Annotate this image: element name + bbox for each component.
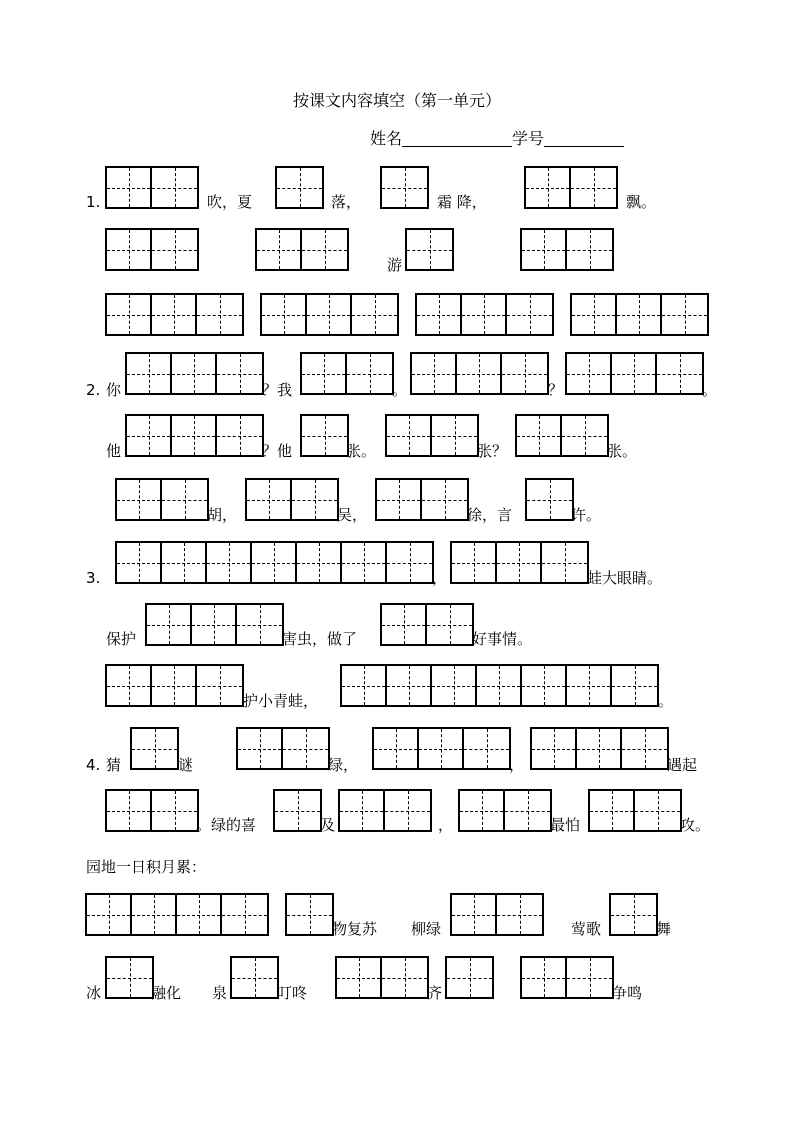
- answer-box[interactable]: [372, 727, 511, 770]
- answer-box[interactable]: [300, 414, 349, 457]
- q4-text-8: ，: [438, 816, 454, 834]
- name-input-line[interactable]: [402, 132, 512, 147]
- q3-text-6: 护小青蛙，: [243, 692, 319, 710]
- answer-box[interactable]: [105, 228, 199, 271]
- answer-box[interactable]: [609, 893, 658, 936]
- q2-text-13: 徐，言: [467, 506, 513, 524]
- q4-text-10: 攻。: [680, 816, 711, 834]
- q4-text-9: 最怕: [550, 816, 581, 834]
- q3-text-3: 保护: [106, 630, 137, 648]
- answer-box[interactable]: [520, 228, 614, 271]
- answer-box[interactable]: [285, 893, 334, 936]
- q4-text-5: 遇起: [667, 756, 698, 774]
- garden-heading: 园地一日积月累：: [86, 858, 207, 876]
- q2-text-6: 他: [106, 442, 122, 460]
- q1-text-2: 落，: [331, 193, 362, 211]
- q2-text-4: ？: [548, 381, 564, 399]
- q2-text-5: 。: [702, 381, 718, 399]
- q3-text-5: 好事情。: [472, 630, 533, 648]
- garden-text-10: 争鸣: [612, 984, 643, 1002]
- garden-text-5: 冰: [86, 984, 102, 1002]
- q1-number: 1.: [86, 193, 101, 211]
- answer-box[interactable]: [405, 228, 454, 271]
- answer-box[interactable]: [375, 478, 469, 521]
- answer-box[interactable]: [260, 293, 399, 336]
- answer-box[interactable]: [445, 956, 494, 999]
- garden-text-2: 柳绿: [411, 920, 442, 938]
- answer-box[interactable]: [338, 789, 432, 832]
- garden-text-4: 舞: [656, 920, 672, 938]
- answer-box[interactable]: [275, 166, 324, 209]
- q3-text-2: 蛙大眼睛。: [587, 569, 663, 587]
- answer-box[interactable]: [340, 664, 659, 707]
- q2-text-3: 。: [392, 381, 408, 399]
- answer-box[interactable]: [105, 789, 199, 832]
- q1-text-4: 飘。: [626, 193, 657, 211]
- answer-box[interactable]: [515, 414, 609, 457]
- q4-text-1: 猜: [106, 756, 122, 774]
- q3-text-1: ，: [432, 569, 448, 587]
- id-label: 学号: [512, 129, 545, 148]
- answer-box[interactable]: [255, 228, 349, 271]
- q1-text-1: 吹，夏: [207, 193, 253, 211]
- answer-box[interactable]: [530, 727, 669, 770]
- q2-number: 2.: [86, 381, 101, 399]
- answer-box[interactable]: [145, 603, 284, 646]
- q3-number: 3.: [86, 569, 101, 587]
- id-input-line[interactable]: [544, 132, 624, 147]
- q1-text-3: 霜 降，: [437, 193, 487, 211]
- answer-box[interactable]: [524, 166, 618, 209]
- q2-text-9: 张？: [477, 442, 508, 460]
- answer-box[interactable]: [385, 414, 479, 457]
- answer-box[interactable]: [458, 789, 552, 832]
- answer-box[interactable]: [450, 541, 589, 584]
- answer-box[interactable]: [570, 293, 709, 336]
- q2-text-1: 你: [106, 381, 122, 399]
- answer-box[interactable]: [525, 478, 574, 521]
- garden-text-8: 叮咚: [277, 984, 308, 1002]
- q3-text-7: 。: [658, 692, 674, 710]
- answer-box[interactable]: [105, 166, 199, 209]
- q4-text-6: 。绿的喜: [196, 816, 257, 834]
- garden-text-7: 泉: [212, 984, 228, 1002]
- worksheet-title: 按课文内容填空（第一单元）: [292, 91, 501, 110]
- answer-box[interactable]: [520, 956, 614, 999]
- answer-box[interactable]: [410, 352, 549, 395]
- answer-box[interactable]: [273, 789, 322, 832]
- answer-box[interactable]: [245, 478, 339, 521]
- answer-box[interactable]: [380, 166, 429, 209]
- q4-text-4: ，: [509, 756, 525, 774]
- name-field: [370, 131, 624, 147]
- q2-text-11: 胡，: [207, 506, 238, 524]
- q4-text-2: 谜: [178, 756, 194, 774]
- q4-number: 4.: [86, 756, 101, 774]
- q2-text-2: ？我: [262, 381, 293, 399]
- q2-text-14: 许。: [571, 506, 602, 524]
- q2-text-10: 张。: [607, 442, 638, 460]
- q3-text-4: 害虫，做了: [282, 630, 358, 648]
- name-label: 姓名: [370, 129, 403, 148]
- answer-box[interactable]: [105, 293, 244, 336]
- answer-box[interactable]: [565, 352, 704, 395]
- answer-box[interactable]: [115, 478, 209, 521]
- answer-box[interactable]: [380, 603, 474, 646]
- garden-text-3: 莺歌: [571, 920, 602, 938]
- answer-box[interactable]: [450, 893, 544, 936]
- q4-text-7: 及: [320, 816, 336, 834]
- q2-text-7: ？他: [262, 442, 293, 460]
- garden-text-1: 物复苏: [332, 920, 378, 938]
- answer-box[interactable]: [415, 293, 554, 336]
- q1-text-5: 游: [387, 256, 403, 274]
- answer-box[interactable]: [125, 414, 264, 457]
- garden-text-9: 齐: [427, 984, 443, 1002]
- q4-text-3: 绿，: [328, 756, 359, 774]
- answer-box[interactable]: [236, 727, 330, 770]
- answer-box[interactable]: [105, 956, 154, 999]
- q2-text-12: 吴，: [337, 506, 368, 524]
- answer-box[interactable]: [105, 664, 244, 707]
- answer-box[interactable]: [125, 352, 264, 395]
- answer-box[interactable]: [230, 956, 279, 999]
- answer-box[interactable]: [115, 541, 434, 584]
- q2-text-8: 张。: [346, 442, 377, 460]
- answer-box[interactable]: [85, 893, 269, 936]
- answer-box[interactable]: [130, 727, 179, 770]
- answer-box[interactable]: [300, 352, 394, 395]
- garden-text-6: 融化: [151, 984, 182, 1002]
- answer-box[interactable]: [335, 956, 429, 999]
- answer-box[interactable]: [588, 789, 682, 832]
